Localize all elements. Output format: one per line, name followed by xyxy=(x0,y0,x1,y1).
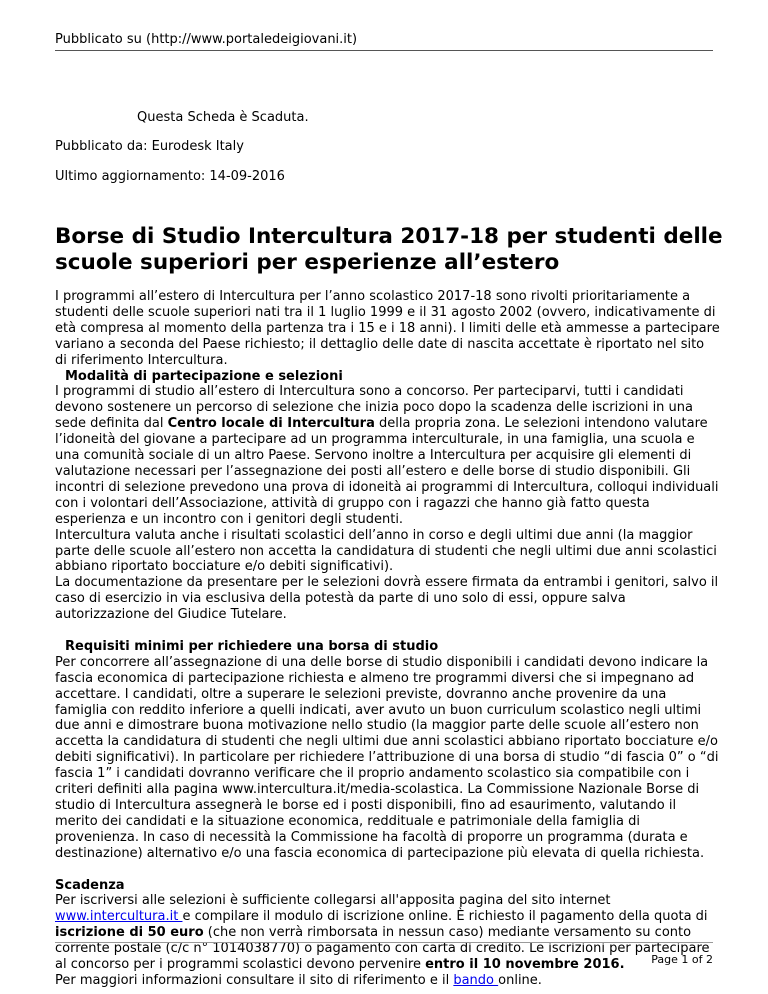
participation-paragraph xyxy=(55,384,720,527)
deadline-text-b: e compilare il modulo di iscrizione online. È richiesto il pagamento della quota di xyxy=(182,909,708,925)
spacer xyxy=(55,862,720,878)
intercultura-link[interactable]: www.intercultura.it xyxy=(55,909,183,925)
intro-paragraph: I programmi all’estero di Intercultura per l’anno scolastico 2017-18 sono rivolti prioritariamente a studenti delle scuole superiori nati tra il 1 luglio 1999 e il 31 agosto 2002 (ovvero, indicativamente di età compresa al momento della partenza tra i 15 e i 18 anni). I limiti delle età ammesse a partecipare variano a seconda del Paese richiesto; il dettaglio delle date di nascita accettate è riportato nel sito di riferimento Intercultura. xyxy=(55,289,720,368)
section-heading-participation: Modalità di partecipazione e selezioni xyxy=(65,368,343,384)
spacer xyxy=(55,623,720,639)
participation-text-b: della propria zona. Le selezioni intendono valutare l’idoneità del giovane a partecipare ad un programma interculturale, in una famiglia, una scuola e una comunità sociale di un altro Paese. Servono inoltre a Intercultura per acquisire gli elementi di valutazione necessari per l’assegnazione dei posti all’estero e delle borse di studio disponibili. Gli incontri di selezione prevedono una prova di idoneità ai programmi di Intercultura, colloqui individuali con i volontari dell’Associazione, attività di gruppo con i ragazzi che hanno già fatto questa esperienza e un incontro con i genitori degli studenti. xyxy=(55,416,719,527)
page-number: Page 1 of 2 xyxy=(651,953,713,966)
section-heading-deadline xyxy=(55,878,720,894)
bando-link[interactable]: bando xyxy=(453,972,499,988)
local-centre-bold: Centro locale di Intercultura xyxy=(167,416,375,432)
deadline-date-bold: entro il 10 novembre 2016. xyxy=(425,957,625,973)
deadline-text-c: (che non verrà rimborsata in nessun caso) mediante versamento su conto corrente postale (c/c n° 1014038770) o pagamento con carta di credito. Le iscrizioni per partecipare al concorso per i programmi scolastici devono pervenire xyxy=(55,925,710,973)
requirements-paragraph: Per concorrere all’assegnazione di una delle borse di studio disponibili i candidati devono indicare la fascia economica di partecipazione richiesta e almeno tre programmi diversi che si impegnano ad accettare. I candidati, oltre a superare le selezioni previste, dovranno anche provenire da una famiglia con reddito inferiore a quelli indicati, aver avuto un buon curriculum scolastico negli ultimi due anni e dimostrare buona motivazione nello studio (la maggior parte delle scuole all’estero non accetta la candidatura di studenti che negli ultimi due anni scolastici abbiano riportato bocciature e/o debiti significativi). In particolare per richiedere l’attribuzione di una borsa di studio “di fascia 0” o “di fascia 1” i candidati dovranno verificare che il proprio andamento scolastico sia compatibile con i criteri definiti alla pagina www.intercultura.it/media-scolastica. La Commissione Nazionale Borse di studio di Intercultura assegnerà le borse ed i posti disponibili, fino ad esaurimento, valutando il merito dei candidati e la situazione economica, reddituale e patrimoniale della famiglia di provenienza. In caso di necessità la Commissione ha facoltà di proporre un programma (durata e destinazione) alternativo e/o una fascia economica di partecipazione più elevata di quella richiesta. xyxy=(55,654,719,861)
documentation-paragraph: La documentazione da presentare per le selezioni dovrà essere firmata da entrambi i genitori, salvo il caso di esercizio in via esclusiva della potestà da parte di uno solo di essi, oppure salva autorizzazione del Giudice Tutelare. xyxy=(55,575,719,623)
fee-bold: iscrizione di 50 euro xyxy=(55,925,204,941)
footer-divider xyxy=(55,942,713,943)
more-info-text: Per maggiori informazioni consultare il sito di riferimento e il xyxy=(55,972,454,988)
more-info-paragraph xyxy=(55,973,720,989)
article-title: Borse di Studio Intercultura 2017-18 per studenti delle scuole superiori per esperienze all’estero xyxy=(55,224,723,275)
section-heading-requirements: Requisiti minimi per richiedere una borsa di studio xyxy=(65,638,439,654)
article-body xyxy=(55,289,720,989)
participation-text-a: I programmi di studio all’estero di Intercultura sono a concorso. Per parteciparvi, tutti i candidati devono sostenere un percorso di selezione che inizia poco dopo la scadenza delle iscrizioni in una sede definita dal xyxy=(55,384,694,432)
header-divider xyxy=(55,50,713,51)
deadline-heading-text: Scadenza xyxy=(55,877,125,893)
online-text: online. xyxy=(498,972,542,988)
published-by: Pubblicato da: Eurodesk Italy xyxy=(55,139,244,154)
header-source: Pubblicato su (http://www.portaledeigiovani.it) xyxy=(55,32,358,47)
results-paragraph: Intercultura valuta anche i risultati scolastici dell’anno in corso e degli ultimi due anni (la maggior parte delle scuole all’estero non accetta la candidatura di studenti che negli ultimi due anni scolastici abbiano riportato bocciature e/o debiti significativi). xyxy=(55,527,717,575)
last-update: Ultimo aggiornamento: 14-09-2016 xyxy=(55,169,285,184)
expired-notice: Questa Scheda è Scaduta. xyxy=(137,110,309,125)
deadline-text-a: Per iscriversi alle selezioni è sufficiente collegarsi all'apposita pagina del sito internet xyxy=(55,893,611,909)
